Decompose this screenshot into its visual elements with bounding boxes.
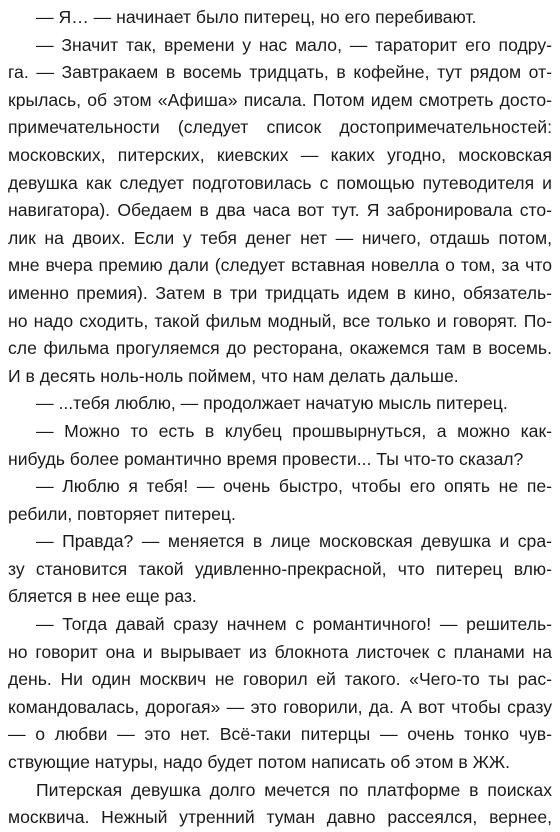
text-line: — Значит так, времени у нас мало, — тараторит его подру- — [36, 34, 552, 55]
text-line: — Тогда давай сразу начнем с романтичного! — решитель- — [36, 614, 552, 635]
text-line: ребили, повторяет питерец. — [8, 503, 236, 524]
text-line: но надо сходить, такой фильм модный, все только и говорят. По- — [8, 310, 552, 331]
text-line: девушка как следует подготовилась с помощью путеводителя и — [8, 172, 552, 193]
text-line: — Правда? — меняется в лице московская девушка и сра- — [36, 531, 552, 552]
text-line: ствующие натуры, надо будет потом написать об этом в ЖЖ. — [8, 752, 511, 773]
text-line: лик на двоих. Если у тебя денег нет — ничего, отдашь потом, — [8, 227, 552, 248]
text-line: сле фильма прогуляемся до ресторана, окажемся там в восемь. — [8, 338, 552, 359]
text-line: — Я… — начинает было питерец, но его перебивают. — [36, 7, 477, 27]
text-line: И в десять ноль-ноль поймем, что нам делать дальше. — [8, 365, 459, 386]
text-line: командовалась, дорогая» — это говорили, да. А вот чтобы сразу — [8, 696, 552, 717]
text-line: москвича. Нежный утренний туман давно рассеялся, вернее, — [8, 807, 552, 828]
text-line: московских, питерских, киевских — каких угодно, московская — [8, 144, 552, 165]
text-line: примечательности (следует список достопримечательностей: — [8, 117, 552, 138]
text-line: мне вчера премию дали (следует вставная новелла о том, за что — [8, 255, 552, 276]
text-line: — Можно то есть в клубец прошвырнуться, а можно как- — [36, 420, 552, 441]
text-line: зу становится такой удивленно-прекрасной, что питерец влю- — [8, 558, 552, 579]
text-line: но говорит она и вырывает из блокнота листочек с планами на — [8, 641, 552, 662]
text-line: крылась, об этом «Афиша» писала. Потом идем смотреть досто- — [8, 89, 552, 110]
text-line: — ...тебя люблю, — продолжает начатую мысль питерец. — [36, 393, 508, 414]
text-line: именно премия). Затем в три тридцать идем в кино, обязатель- — [8, 282, 552, 303]
text-line: Питерская девушка долго мечется по платформе в поисках — [36, 779, 552, 800]
text-line: бляется в нее еще раз. — [8, 586, 197, 607]
text-line: день. Ни один москвич не говорил ей такого. «Чего-то ты рас- — [8, 669, 552, 690]
text-line: — Люблю я тебя! — очень быстро, чтобы его опять не пе- — [36, 476, 552, 497]
text-line: нибудь более романтично время провести... Ты что-то сказал? — [8, 448, 524, 469]
text-line: га. — Завтракаем в восемь тридцать, в кофейне, тут рядом от- — [8, 62, 552, 83]
text-line: — о любви — это нет. Всё-таки питерцы — очень тонко чув- — [8, 724, 552, 745]
text-line: навигатора). Обедаем в два часа вот тут. Я забронировала сто- — [8, 200, 552, 221]
